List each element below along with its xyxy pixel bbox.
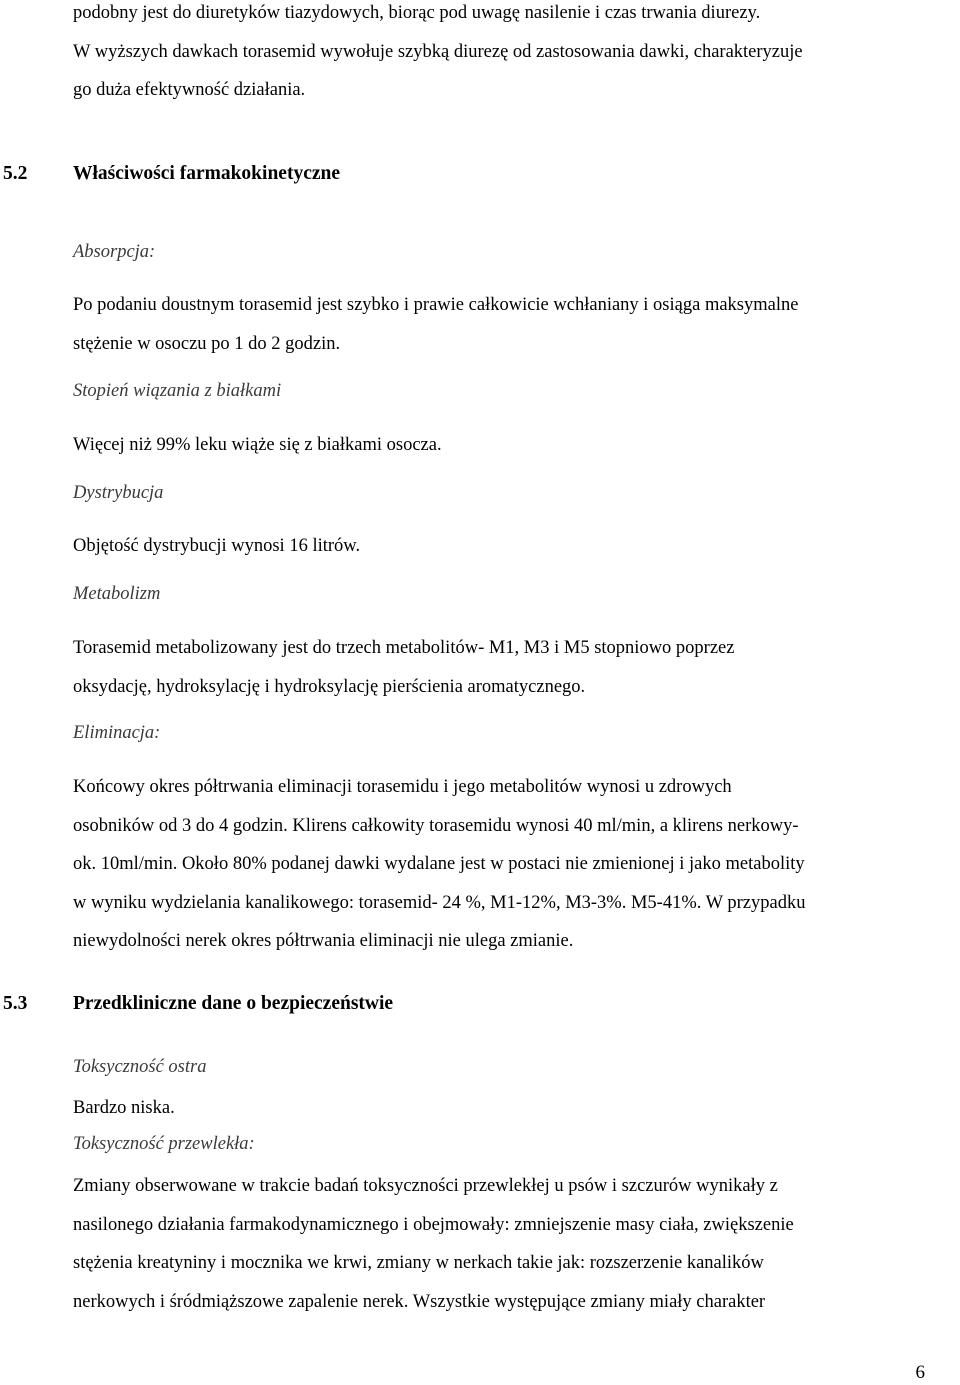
paragraph-line: nerkowych i śródmiąższowe zapalenie nerek. Wszystkie występujące zmiany miały charakter [73, 1291, 766, 1312]
paragraph-line: oksydację, hydroksylację i hydroksylację pierścienia aromatycznego. [73, 676, 586, 697]
paragraph-line: stężenie w osoczu po 1 do 2 godzin. [73, 333, 341, 354]
intro-line: go duża efektywność działania. [73, 80, 306, 100]
section-number: 5.3 [3, 993, 28, 1014]
paragraph-line: ok. 10ml/min. Około 80% podanej dawki wydalane jest w postaci nie zmienionej i jako metabolity [73, 854, 805, 874]
paragraph-line: Po podaniu doustnym torasemid jest szybko i prawie całkowicie wchłaniany i osiąga maksymalne [73, 295, 799, 315]
paragraph-line: Objętość dystrybucji wynosi 16 litrów. [73, 536, 361, 556]
paragraph-line: stężenia kreatyniny i mocznika we krwi, zmiany w nerkach takie jak: rozszerzenie kanalików [73, 1253, 764, 1273]
paragraph-dystrybucja [73, 527, 960, 566]
paragraph-line: Więcej niż 99% leku wiąże się z białkami osocza. [73, 435, 442, 455]
paragraph-toksycznosc-przewlekla [73, 1167, 960, 1321]
paragraph-line: Końcowy okres półtrwania eliminacji torasemidu i jego metabolitów wynosi u zdrowych [73, 777, 732, 797]
section-number: 5.2 [3, 163, 28, 184]
paragraph-absorpcja [73, 286, 960, 363]
paragraph-toksycznosc-ostra [73, 1089, 960, 1128]
subheading-toksycznosc-przewlekla: Toksyczność przewlekła: [73, 1134, 255, 1154]
paragraph-wiazanie [73, 426, 960, 465]
paragraph-line: Zmiany obserwowane w trakcie badań toksyczności przewlekłej u psów i szczurów wynikały z [73, 1176, 778, 1196]
subheading-absorpcja: Absorpcja: [73, 242, 156, 262]
paragraph-line: Torasemid metabolizowany jest do trzech metabolitów- M1, M3 i M5 stopniowo poprzez [73, 638, 735, 658]
paragraph-metabolizm [73, 629, 960, 706]
paragraph-eliminacja [73, 768, 960, 961]
subheading-toksycznosc-ostra: Toksyczność ostra [73, 1057, 207, 1077]
section-title: Właściwości farmakokinetyczne [73, 163, 341, 184]
paragraph-line: niewydolności nerek okres półtrwania eliminacji nie ulega zmianie. [73, 931, 574, 951]
page-number: 6 [915, 1362, 925, 1383]
subheading-metabolizm: Metabolizm [73, 584, 161, 604]
subheading-wiazanie: Stopień wiązania z białkami [73, 381, 282, 401]
intro-line: W wyższych dawkach torasemid wywołuje szybką diurezę od zastosowania dawki, charakteryzuje [73, 41, 803, 62]
paragraph-line: Bardzo niska. [73, 1098, 175, 1118]
paragraph-line: osobników od 3 do 4 godzin. Klirens całkowity torasemidu wynosi 40 ml/min, a klirens nerkowy- [73, 815, 799, 836]
intro-paragraph [73, 0, 960, 110]
subheading-dystrybucja: Dystrybucja [73, 483, 164, 503]
subheading-eliminacja: Eliminacja: [73, 723, 161, 743]
intro-line: podobny jest do diuretyków tiazydowych, biorąc pod uwagę nasilenie i czas trwania diurezy. [73, 3, 761, 23]
paragraph-line: w wyniku wydzielania kanalikowego: torasemid- 24 %, M1-12%, M3-3%. M5-41%. W przypadku [73, 892, 806, 913]
paragraph-line: nasilonego działania farmakodynamicznego i obejmowały: zmniejszenie masy ciała, zwiększenie [73, 1214, 794, 1235]
section-title: Przedkliniczne dane o bezpieczeństwie [73, 993, 394, 1014]
